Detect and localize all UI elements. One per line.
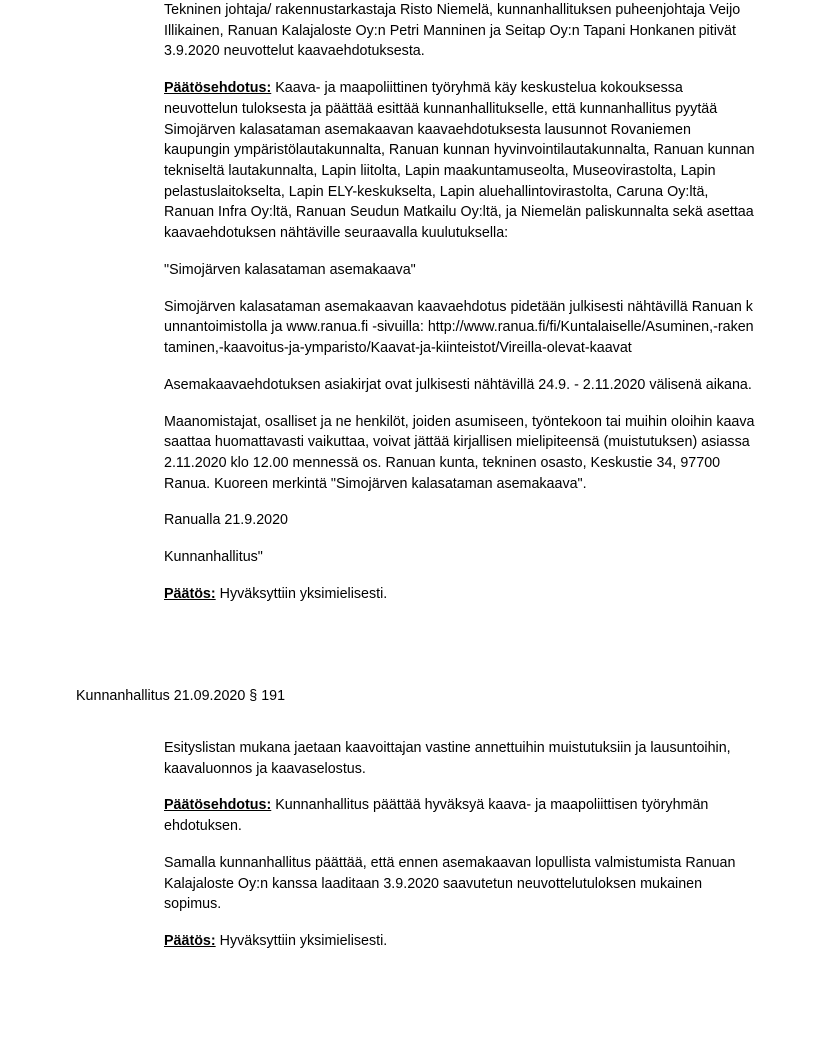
paragraph-text: Asemakaavaehdotuksen asiakirjat ovat julkisesti nähtävillä 24.9. - 2.11.2020 välisenä aikana. [164, 376, 752, 393]
paatosehdotus-label: Päätösehdotus: [164, 80, 272, 97]
paragraph-documents-period [164, 375, 756, 396]
document-body-top [164, 0, 756, 605]
paragraph-place-date [164, 510, 756, 531]
paragraph-paatosehdotus-1 [164, 78, 756, 244]
paatosehdotus-label: Päätösehdotus: [164, 797, 272, 814]
paragraph-text: Kunnanhallitus" [164, 549, 263, 566]
paragraph-paatos-2 [164, 931, 756, 952]
document-body-bottom [164, 738, 756, 952]
paatos-label: Päätös: [164, 585, 216, 602]
paragraph-intro [164, 0, 756, 62]
paragraph-landowners [164, 412, 756, 495]
paragraph-esityslista [164, 738, 756, 779]
paragraph-text: Hyväksyttiin yksimielisesti. [215, 933, 388, 950]
paragraph-text: Tekninen johtaja/ rakennustarkastaja Risto Niemelä, kunnanhallituksen puheenjohtaja Veijo Illikainen, Ranuan Kalajaloste Oy:n Petri Manninen ja Seitap Oy:n Tapani Honkanen pitivät 3.9.2020 neuvottelut kaavaehdotuksesta. [164, 2, 741, 60]
paragraph-text: Esityslistan mukana jaetaan kaavoittajan vastine annettuihin muistutuksiin ja lausuntoihin, kaavaluonnos ja kaavaselostus. [164, 740, 731, 777]
paragraph-text: Kaava- ja maapoliittinen työryhmä käy keskustelua kokouksessa neuvottelun tuloksesta ja päättää esittää kunnanhallitukselle, että kunnanhallitus pyytää Simojärven kalasataman asemakaavan kaavaehdotuksesta lausunnot Rovaniemen kaupungin ympäristölautakunnalta, Ranuan kunnan hyvinvointilautakunnalta, Ranuan kunnan tekniseltä lautakunnalta, Lapin liitolta, Lapin maakuntamuseolta, Museovirastolta, Lapin pelastuslaitokselta, Lapin ELY-keskukselta, Lapin aluehallintovirastolta, Caruna Oy:ltä, Ranuan Infra Oy:ltä, Ranuan Seudun Matkailu Oy:ltä, ja Niemelän paliskunnalta sekä asettaa kaavaehdotuksen nähtäville seuraavalla kuulutuksella: [164, 80, 755, 242]
section-heading-text: Kunnanhallitus 21.09.2020 § 191 [76, 688, 286, 704]
paragraph-text: Samalla kunnanhallitus päättää, että ennen asemakaavan lopullista valmistumista Ranuan Kalajaloste Oy:n kanssa laaditaan 3.9.2020 saavutetun neuvottelutuloksen mukainen sopimus. [164, 854, 736, 913]
paragraph-text: Ranualla 21.9.2020 [164, 512, 289, 529]
paragraph-text: Kunnanhallitus päättää hyväksyä kaava- ja maapoliittisen työryhmän ehdotuksen. [164, 797, 709, 835]
paatos-label: Päätös: [164, 933, 216, 950]
paragraph-text: Simojärven kalasataman asemakaavan kaavaehdotus pidetään julkisesti nähtävillä Ranuan kunnantoimistolla ja www.ranua.fi -sivuilla: http://www.ranua.fi/fi/Kuntalaiselle/Asuminen,-rakentaminen,-kaavoitus-ja-ymparisto/Kaavat-ja-kiinteistot/Vireilla-olevat-kaavat [164, 298, 754, 357]
section-heading-marginal [76, 686, 776, 707]
paragraph-text: Maanomistajat, osalliset ja ne henkilöt, joiden asumiseen, työntekoon tai muihin oloihin kaava saattaa huomattavasti vaikuttaa, voivat jättää kirjallisen mielipiteensä (muistutuksen) asiassa 2.11.2020 klo 12.00 mennessä os. Ranuan kunta, tekninen osasto, Keskustie 34, 97700 Ranua. Kuoreen merkintä "Simojärven kalasataman asemakaava". [164, 413, 755, 492]
paragraph-public-display [164, 297, 756, 359]
paragraph-paatosehdotus-2 [164, 795, 756, 836]
paragraph-quote-title [164, 260, 756, 281]
paragraph-samalla [164, 853, 756, 915]
paragraph-paatos-1 [164, 584, 756, 605]
paragraph-signature [164, 547, 756, 568]
paragraph-text: Hyväksyttiin yksimielisesti. [215, 585, 388, 602]
paragraph-text: "Simojärven kalasataman asemakaava" [164, 261, 416, 278]
